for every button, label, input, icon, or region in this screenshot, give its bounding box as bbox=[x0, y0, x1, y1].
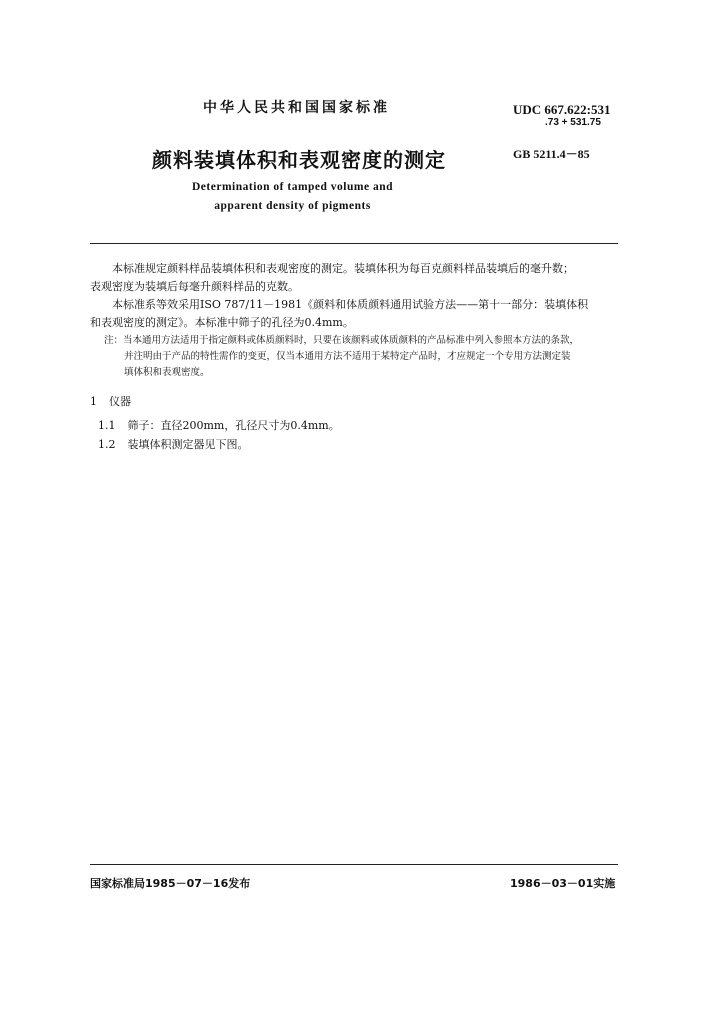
intro-paragraph-2 bbox=[90, 296, 620, 332]
note-label: 注： bbox=[104, 335, 124, 346]
udc-code-continuation: .73 + 531.75 bbox=[545, 117, 601, 128]
item-number: 1.1 bbox=[98, 419, 116, 432]
item-text: 筛子：直径200mm，孔径尺寸为0.4mm。 bbox=[127, 419, 340, 432]
national-standard-heading: 中华人民共和国国家标准 bbox=[203, 100, 390, 116]
english-title-line-1: Determination of tamped volume and bbox=[192, 181, 393, 193]
note-block bbox=[104, 333, 620, 381]
issue-date: 国家标准局1985－07－16发布 bbox=[90, 877, 251, 890]
footer-divider bbox=[90, 864, 618, 865]
standard-number: GB 5211.4－85 bbox=[513, 147, 590, 161]
document-title-chinese: 颜料装填体积和表观密度的测定 bbox=[152, 148, 446, 172]
header-divider bbox=[90, 243, 618, 244]
note-line-3: 填体积和表观密度。 bbox=[124, 367, 210, 378]
intro-paragraph-1-line-1: 本标准规定颜料样品装填体积和表观密度的测定。装填体积为每百克颜料样品装填后的毫升数； bbox=[112, 262, 574, 275]
udc-code: UDC 667.622:531 bbox=[513, 102, 611, 117]
item-text: 装填体积测定器见下图。 bbox=[127, 438, 249, 451]
intro-paragraph-1-line-2: 表观密度为装填后每毫升颜料样品的克数。 bbox=[90, 280, 299, 293]
document-title-english bbox=[160, 178, 425, 216]
intro-paragraph-1 bbox=[90, 260, 620, 296]
section-1-heading bbox=[90, 393, 131, 409]
intro-paragraph-2-line-1: 本标准系等效采用ISO 787/11－1981《颜料和体质颜料通用试验方法——第十一部分：装填体积 bbox=[112, 298, 589, 311]
note-line-1-text: 当本通用方法适用于指定颜料或体质颜料时，只要在该颜料或体质颜料的产品标准中列入参照本方法的条款， bbox=[123, 335, 580, 346]
note-line-1 bbox=[104, 333, 620, 349]
english-title-line-2: apparent density of pigments bbox=[214, 200, 371, 212]
intro-paragraph-2-line-2: 和表观密度的测定》。本标准中筛子的孔径为0.4mm。 bbox=[90, 316, 354, 329]
note-line-2: 并注明由于产品的特性需作的变更，仅当本通用方法不适用于某特定产品时，才应规定一个专用方法测定装 bbox=[124, 351, 571, 362]
section-1-title: 仪器 bbox=[109, 395, 131, 408]
section-1-number: 1 bbox=[90, 395, 97, 408]
list-item bbox=[98, 436, 249, 452]
list-item bbox=[98, 417, 340, 433]
effective-date: 1986－03－01实施 bbox=[510, 877, 616, 890]
item-number: 1.2 bbox=[98, 438, 116, 451]
